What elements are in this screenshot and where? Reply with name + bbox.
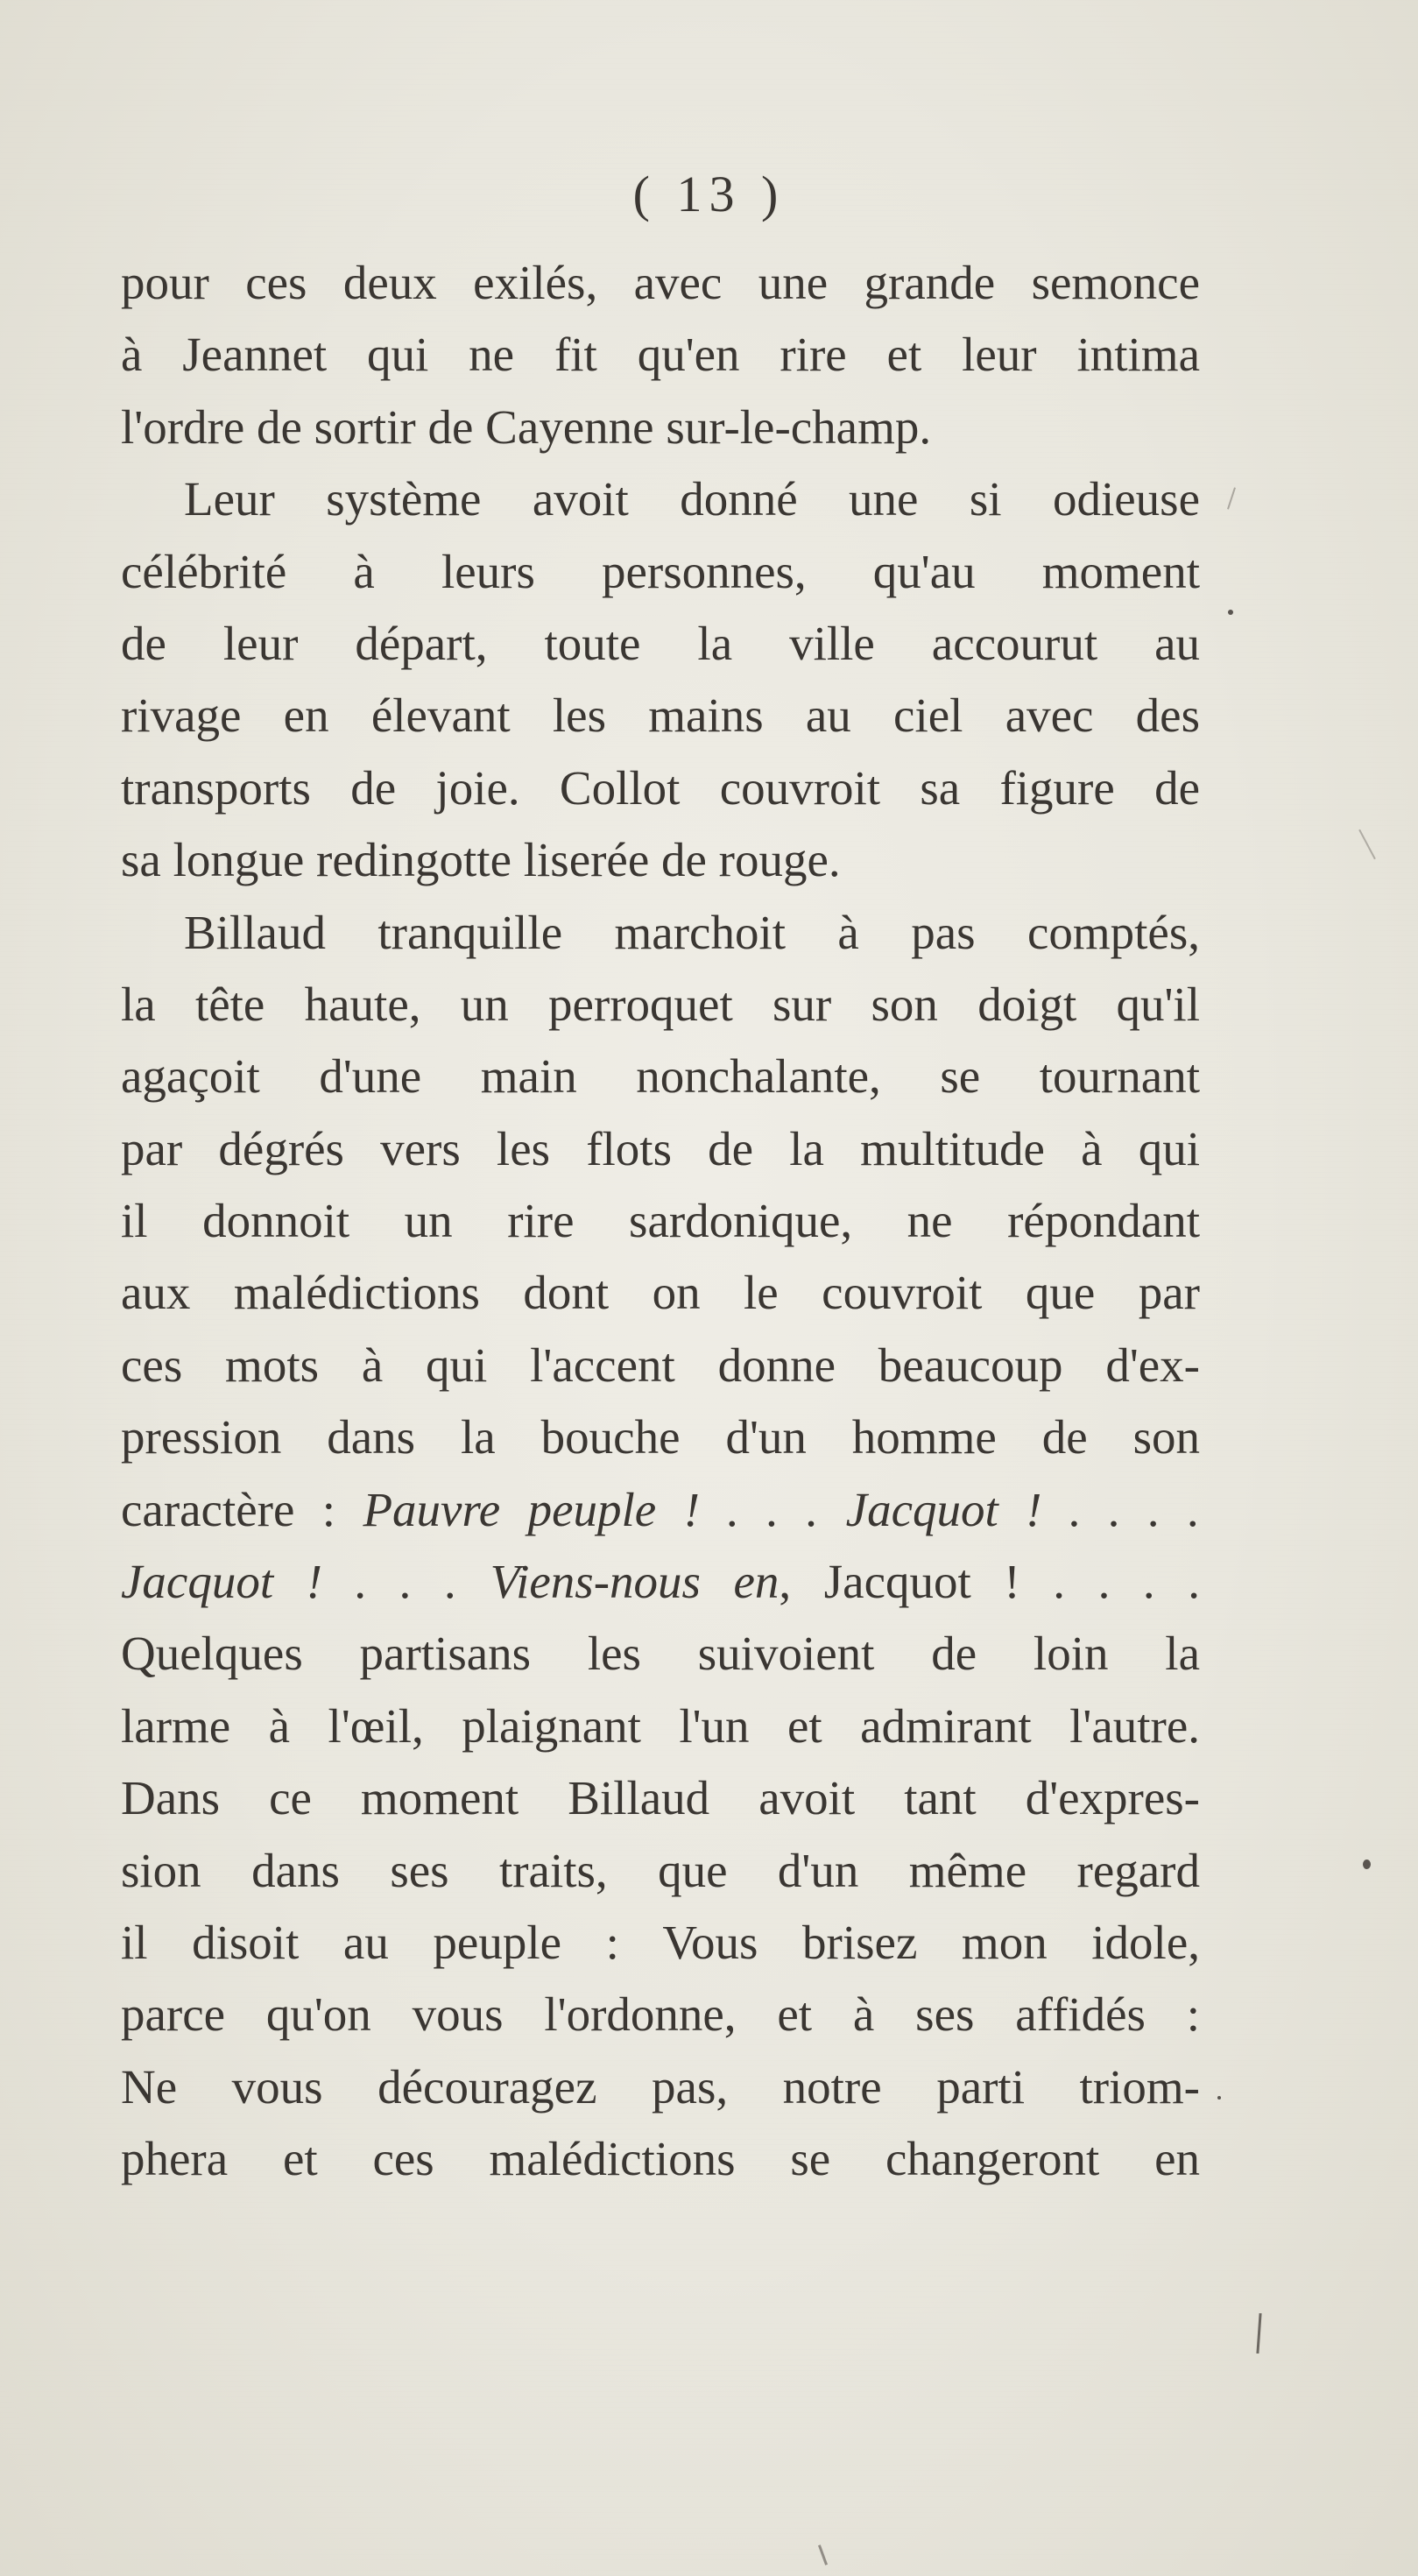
- text-span: caractère :: [121, 1482, 363, 1536]
- text-line: agaçoit d'une main nonchalante, se tournant: [121, 1049, 1200, 1104]
- text-line: Ne vous découragez pas, notre parti triom-: [121, 2059, 1200, 2114]
- text-line: Billaud tranquille marchoit à pas comptés,: [184, 905, 1200, 959]
- paper-mark: [1358, 829, 1376, 859]
- text-line: la tête haute, un perroquet sur son doigt qu'il: [121, 977, 1200, 1031]
- text-line: sa longue redingotte liserée de rouge.: [121, 833, 841, 887]
- paper-mark: [1256, 2313, 1261, 2354]
- text-line: pression dans la bouche d'un homme de son: [121, 1410, 1200, 1464]
- text-line: par dégrés vers les flots de la multitude à qui: [121, 1121, 1200, 1175]
- text-span: , Jacquot ! . . . .: [779, 1555, 1200, 1609]
- text-line: à Jeannet qui ne fit qu'en rire et leur intima: [121, 328, 1200, 382]
- text-line: ces mots à qui l'accent donne beaucoup d'ex-: [121, 1337, 1200, 1392]
- text-line: phera et ces malédictions se changeront en: [121, 2132, 1200, 2186]
- paper-speck: [1363, 1860, 1371, 1869]
- text-line: transports de joie. Collot couvroit sa figure de: [121, 760, 1200, 815]
- body-text: [121, 247, 1200, 2196]
- text-line: Dans ce moment Billaud avoit tant d'expres-: [121, 1771, 1200, 1825]
- text-line: pour ces deux exilés, avec une grande semonce: [121, 256, 1200, 309]
- text-line: de leur départ, toute la ville accourut au: [121, 616, 1200, 670]
- italic-span: Pauvre peuple ! . . . Jacquot ! . . . .: [363, 1482, 1200, 1536]
- text-line: parce qu'on vous l'ordonne, et à ses affidés :: [121, 1987, 1200, 2042]
- text-line: Leur système avoit donné une si odieuse: [184, 472, 1200, 526]
- text-line: rivage en élevant les mains au ciel avec des: [121, 688, 1200, 743]
- text-line-mixed: [121, 1474, 1200, 1546]
- text-line-mixed: [121, 1546, 1200, 1618]
- text-line: il donnoit un rire sardonique, ne répondant: [121, 1194, 1200, 1248]
- paper-speck: [1228, 610, 1233, 615]
- text-line: Quelques partisans les suivoient de loin la: [121, 1627, 1200, 1681]
- page-number: ( 13 ): [632, 166, 786, 222]
- paper-mark: [1227, 487, 1236, 509]
- italic-span: Jacquot ! . . . Viens-nous en: [121, 1555, 780, 1609]
- text-line: aux malédictions dont on le couvroit que par: [121, 1266, 1200, 1320]
- paper-speck: [1217, 2096, 1221, 2100]
- paper-mark: [818, 2544, 828, 2565]
- text-line: il disoit au peuple : Vous brisez mon idole,: [121, 1915, 1200, 1969]
- text-line: sion dans ses traits, que d'un même regard: [121, 1843, 1200, 1897]
- text-line: célébrité à leurs personnes, qu'au moment: [121, 544, 1200, 598]
- text-line: l'ordre de sortir de Cayenne sur-le-champ.: [121, 399, 932, 454]
- text-line: larme à l'œil, plaignant l'un et admirant l'autre.: [121, 1698, 1200, 1753]
